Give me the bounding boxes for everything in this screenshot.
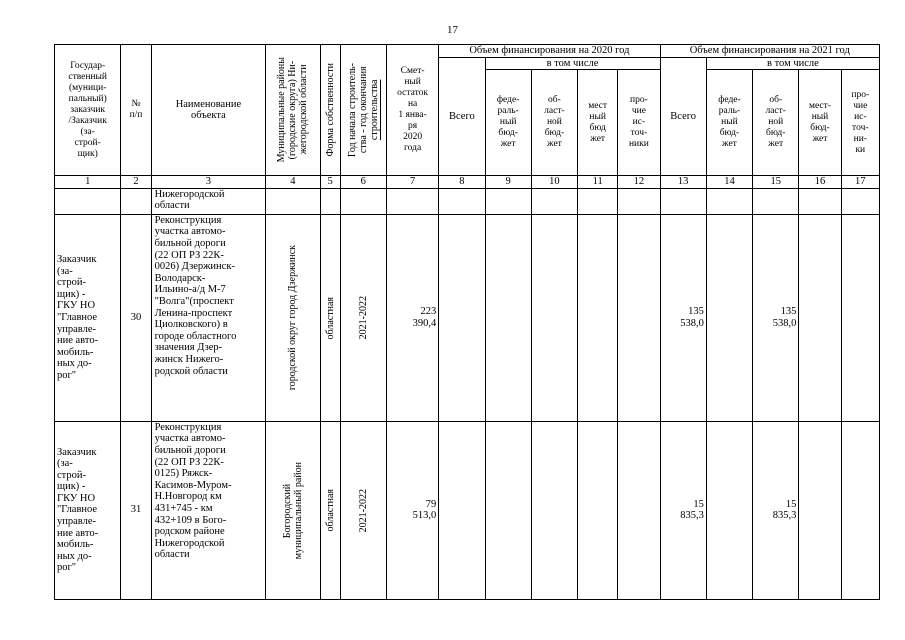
header-regional-2020: об- ласт- ной бюд- жет bbox=[531, 70, 577, 176]
header-financing-2020: Объем финансирования на 2020 год bbox=[439, 45, 660, 58]
estimate-cell: 223 390,4 bbox=[386, 214, 438, 421]
header-total-2021: Всего bbox=[660, 57, 706, 176]
column-number-row bbox=[55, 176, 880, 189]
header-object-name: Наименование объекта bbox=[151, 45, 266, 176]
header-regional-2021: об- ласт- ной бюд- жет bbox=[753, 70, 799, 176]
header-financing-2021: Объем финансирования на 2021 год bbox=[660, 45, 879, 58]
header-other-2021: про- чие ис- точ- ни- ки bbox=[841, 70, 879, 176]
header-customer: Государ- ственный (муници- пальный) заказчик /Заказчик (за- строй- щик) bbox=[55, 45, 121, 176]
page-number: 17 bbox=[447, 24, 458, 36]
years-cell: 2021-2022 bbox=[340, 214, 386, 421]
header-local-2020: мест ный бюд жет bbox=[578, 70, 618, 176]
total-2021-cell: 135 538,0 bbox=[660, 214, 706, 421]
years-cell: 2021-2022 bbox=[340, 421, 386, 599]
ownership-cell: областная bbox=[320, 214, 340, 421]
ownership-cell: областная bbox=[320, 421, 340, 599]
column-number: 4 bbox=[266, 176, 320, 189]
total-2021-cell: 15 835,3 bbox=[660, 421, 706, 599]
object-name: Реконструкция участка автомо- бильной дороги (22 ОП РЗ 22К- 0026) Дзержинск- Володарск- Ильино-а/д М-7 "Волга"(проспект Ленина-проспект Циолковского) в городе областного значения Дзер- жинск Нижего- родской области bbox=[151, 214, 266, 421]
header-number: № п/п bbox=[121, 45, 151, 176]
header-including-2021: в том числе bbox=[706, 57, 879, 70]
column-number: 6 bbox=[340, 176, 386, 189]
object-name: Реконструкция участка автомо- бильной дороги (22 ОП РЗ 22К- 0125) Ряжск- Касимов-Муром- Н.Новгород км 431+745 - км 432+109 в Бого- родском районе Нижегородской области bbox=[151, 421, 266, 599]
row-number: 30 bbox=[121, 214, 151, 421]
header-estimate: Смет- ный остаток на 1 янва- ря 2020 года bbox=[386, 45, 438, 176]
table-row bbox=[55, 421, 880, 599]
column-number: 9 bbox=[485, 176, 531, 189]
column-number: 17 bbox=[841, 176, 879, 189]
header-years: Год начала строитель- ства - год окончания строительства bbox=[340, 45, 386, 176]
customer-cell: Заказчик (за- строй- щик) - ГКУ НО "Главное управле- ние авто- мобиль- ных до- рог" bbox=[55, 214, 121, 421]
column-number: 7 bbox=[386, 176, 438, 189]
column-number: 10 bbox=[531, 176, 577, 189]
header-ownership: Форма собственности bbox=[320, 45, 340, 176]
column-number: 1 bbox=[55, 176, 121, 189]
header-total-2020: Всего bbox=[439, 57, 485, 176]
header-including-2020: в том числе bbox=[485, 57, 660, 70]
column-number: 12 bbox=[618, 176, 660, 189]
column-number: 2 bbox=[121, 176, 151, 189]
regional-2021-cell: 135 538,0 bbox=[753, 214, 799, 421]
header-other-2020: про- чие ис- точ- ники bbox=[618, 70, 660, 176]
column-number: 11 bbox=[578, 176, 618, 189]
estimate-cell: 79 513,0 bbox=[386, 421, 438, 599]
header-districts: Муниципальные районы (городские округа) Ни- жегородской области bbox=[266, 45, 320, 176]
column-number: 5 bbox=[320, 176, 340, 189]
continuation-row bbox=[55, 188, 880, 214]
column-number: 3 bbox=[151, 176, 266, 189]
header-federal-2021: феде- раль- ный бюд- жет bbox=[706, 70, 752, 176]
column-number: 16 bbox=[799, 176, 841, 189]
investment-table bbox=[54, 44, 880, 600]
header-federal-2020: феде- раль- ный бюд- жет bbox=[485, 70, 531, 176]
header-local-2021: мест- ный бюд- жет bbox=[799, 70, 841, 176]
customer-cell: Заказчик (за- строй- щик) - ГКУ НО "Главное управле- ние авто- мобиль- ных до- рог" bbox=[55, 421, 121, 599]
district-cell: Богородский муниципальный район bbox=[266, 421, 320, 599]
column-number: 14 bbox=[706, 176, 752, 189]
column-number: 8 bbox=[439, 176, 485, 189]
row-number: 31 bbox=[121, 421, 151, 599]
object-name-continuation: Нижегородской области bbox=[151, 188, 266, 214]
district-cell: городской округ город Дзержинск bbox=[266, 214, 320, 421]
column-number: 15 bbox=[753, 176, 799, 189]
regional-2021-cell: 15 835,3 bbox=[753, 421, 799, 599]
table-row bbox=[55, 214, 880, 421]
column-number: 13 bbox=[660, 176, 706, 189]
